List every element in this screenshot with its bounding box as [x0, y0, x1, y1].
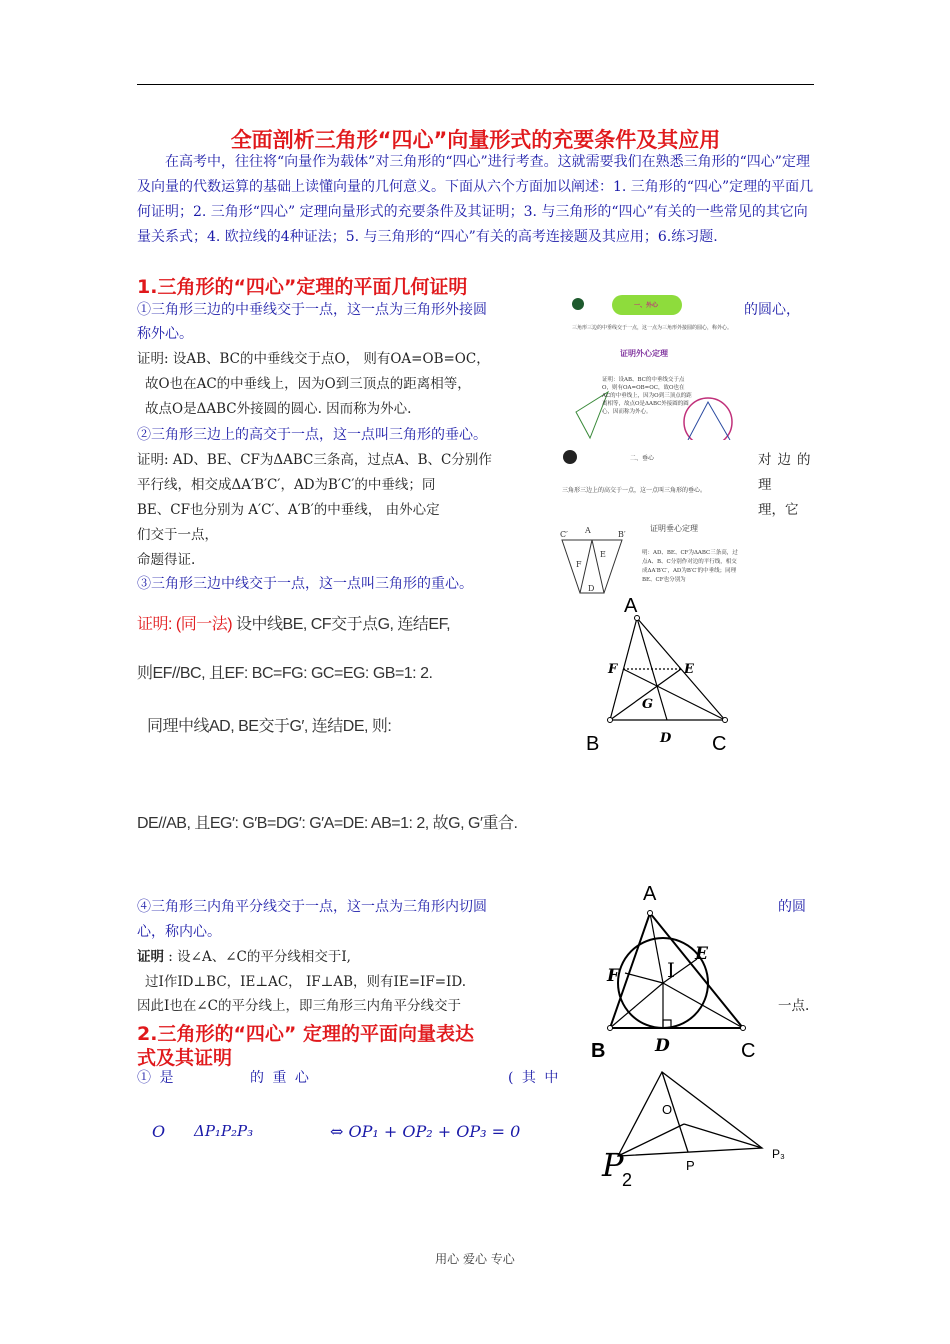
incenter-statement-l2: 心，称内心。 [137, 924, 221, 940]
vertex-b-dot [608, 1026, 613, 1031]
section2-heading-l1: 2.三角形的“四心” 定理的平面向量表达 [137, 1023, 475, 1045]
incenter-figure [585, 875, 770, 1065]
vector-figure [600, 1068, 800, 1193]
label-c: C [741, 1040, 756, 1062]
label-p2-sub: 2 [622, 1170, 633, 1190]
vector-op2 [618, 1124, 684, 1156]
proof2-line2: 平行线，相交成ΔA′B′C′，AD为B′C′的中垂线；同 [137, 477, 436, 493]
proof2-line1: 证明: AD、BE、CF为ΔABC三条高，过点A、B、C分别作 [137, 452, 492, 468]
slide2-line: 三角形三边上的高交于一点，这一点叫三角形的垂心。 [562, 487, 707, 494]
label-d: D [655, 1036, 670, 1056]
label-i: I [667, 958, 675, 982]
slide1-proof: 证明：设AB、BC的中垂线交于点O，则有OA=OB=OC，故O也在AC的中垂线上，因为O到三顶点的距离相等，故点O是ΔABC外接圆的圆心，因而称为外心。 [602, 377, 692, 415]
segment-if [625, 973, 663, 983]
globe-icon [563, 450, 577, 464]
item1-c: ( 其 中 [508, 1070, 561, 1086]
median-cf [623, 669, 725, 720]
centroid-figure [580, 590, 750, 760]
globe-icon [572, 298, 584, 310]
label-o: O [662, 1102, 673, 1117]
section2-heading-l2: 式及其证明 [137, 1047, 233, 1069]
proof4-label: 证明 [137, 949, 164, 965]
math-equation: ⇔ OP₁ + OP₂ + OP₃ = 0 [330, 1122, 521, 1141]
proof2-line3: BE、CF也分别为 A′C′、A′B′的中垂线， 由外心定 [137, 502, 440, 518]
proof3-line4: DE//AB, 且EG′: G′B=DG′: G′A=DE: AB=1: 2, 故G, G′重合. [137, 815, 518, 832]
svg-text:B′: B′ [618, 530, 626, 539]
circumcenter-slide-graphic [568, 292, 738, 440]
vector-op3 [684, 1124, 762, 1148]
slide1-line: 三角形三边的中垂线交于一点，这一点为三角形外接圆的圆心，称外心。 [572, 325, 733, 331]
slide2-header: 二、垂心 [630, 455, 655, 462]
proof4-line2: 过I作ID⊥BC，IE⊥AC， IF⊥AB，则有IE=IF=ID. [145, 974, 466, 990]
svg-text:C′: C′ [560, 530, 568, 539]
label-e: E [684, 662, 694, 677]
label-b: B [591, 1040, 606, 1062]
incenter-statement: ④三角形三内角平分线交于一点，这一点为三角形内切圆 [137, 899, 487, 915]
bisector-a [650, 913, 663, 983]
page-footer: 用心 爱心 专心 [435, 1252, 515, 1266]
proof3-label: 证明: (同一法) [137, 616, 233, 633]
proof2-line2-tail: 理 [758, 477, 772, 493]
label-f: F [607, 966, 620, 986]
label-e: E [695, 944, 708, 964]
proof2-line3-tail: 理，它 [758, 502, 799, 518]
label-a: A [624, 595, 638, 617]
proof3-line1 [137, 611, 450, 634]
label-a: A [643, 883, 657, 905]
vector-triangle [618, 1072, 762, 1156]
vertex-c-dot [741, 1026, 746, 1031]
section1-heading: 1.三角形的“四心”定理的平面几何证明 [137, 276, 468, 298]
proof1-line3: 故点O是ΔABC外接圆的圆心. 因而称为外心. [145, 401, 412, 417]
proof4-line3: 因此I也在∠C的平分线上，即三角形三内角平分线交于 [137, 998, 461, 1014]
proof1-line2: 故O也在AC的中垂线上，因为O到三顶点的距离相等， [145, 376, 471, 392]
proof4-line3-tail: 一点. [778, 998, 810, 1014]
proof4-line1 [137, 945, 351, 970]
svg-text:D: D [588, 584, 595, 593]
label-f: F [608, 662, 618, 677]
math-o: O [152, 1122, 166, 1141]
svg-text:A: A [585, 526, 591, 535]
math-triangle: ΔP₁P₂P₃ [194, 1122, 254, 1140]
median-be [610, 669, 681, 720]
slide1-header: 一、外心 [634, 302, 659, 309]
item1-b: 的 重 心 [250, 1070, 311, 1086]
centroid-statement: ③三角形三边中线交于一点，这一点叫三角形的重心。 [137, 576, 473, 592]
slide1-title: 证明外心定理 [620, 348, 668, 358]
slide1-triangle-right [688, 402, 730, 440]
label-d: D [660, 731, 672, 746]
bisector-c [663, 983, 743, 1028]
label-c: C [712, 733, 727, 755]
circumcenter-statement-l2: 称外心。 [137, 326, 193, 342]
vertex-b-dot [608, 718, 613, 723]
item1-a: ① 是 [137, 1070, 176, 1086]
vertex-a-dot [648, 911, 653, 916]
proof2-line4: 们交于一点， [137, 527, 218, 543]
intro-paragraph: 在高考中，往往将“向量作为载体”对三角形的“四心”进行考查。这就需要我们在熟悉三角形的“四心”定理及向量的代数运算的基础上读懂向量的几何意义。下面从六个方面加以阐述：1. 三角形的“四心”定理的平面几何证明；2. 三角形“四心” 定理向量形式的充要条件及其证明；3. 与三角形的“四心”有关的一些常见的其它向量关系式；4. 欧拉线的4种证法；5. 与三角形的“四心”有关的高考连接题及其应用；6.练习题. [137, 154, 814, 245]
label-p2: P [602, 1146, 624, 1184]
label-p3: P₃ [772, 1147, 785, 1161]
label-g: G [642, 697, 654, 712]
proof3-line2: 则EF//BC, 且EF: BC=FG: GC=EG: GB=1: 2. [137, 665, 433, 682]
orthocenter-statement: ②三角形三边上的高交于一点，这一点叫三角形的垂心。 [137, 427, 487, 443]
proof3-line1-text: 设中线BE, CF交于点G, 连结EF, [236, 616, 451, 633]
vertex-c-dot [723, 718, 728, 723]
proof1-line1: 证明: 设AB、BC的中垂线交于点O， 则有OA=OB=OC， [137, 351, 490, 367]
svg-text:F: F [576, 560, 582, 569]
circumcenter-statement-tail: 的圆心， [744, 302, 800, 318]
circumcenter-statement: ①三角形三边的中垂线交于一点，这一点为三角形外接圆 [137, 302, 487, 318]
slide2-proof: 明：AD、BE、CF为ΔABC三条高，过点A、B、C分别作对边的平行线，相交成ΔA′B′C′，AD为B′C′的中垂线；同理BE、CF也分别为 [642, 550, 738, 583]
label-p: P [686, 1158, 695, 1173]
circumcenter-slide [568, 292, 738, 440]
slide2-title: 证明垂心定理 [650, 524, 698, 533]
proof4-line1-text: : 设∠A、∠C的平分线相交于I, [164, 949, 351, 965]
header-rule [137, 84, 814, 85]
proof2-line5: 命题得证. [137, 552, 196, 568]
label-b: B [586, 733, 600, 755]
incenter-statement-tail: 的圆 [778, 899, 806, 915]
page-title: 全面剖析三角形“四心”向量形式的充要条件及其应用 [230, 128, 721, 152]
svg-text:E: E [600, 550, 606, 559]
proof2-line1-tail: 对边的 [758, 452, 817, 468]
proof3-line3: 同理中线AD, BE交于G′, 连结DE, 则: [147, 718, 392, 735]
orthocenter-slide [558, 445, 748, 595]
